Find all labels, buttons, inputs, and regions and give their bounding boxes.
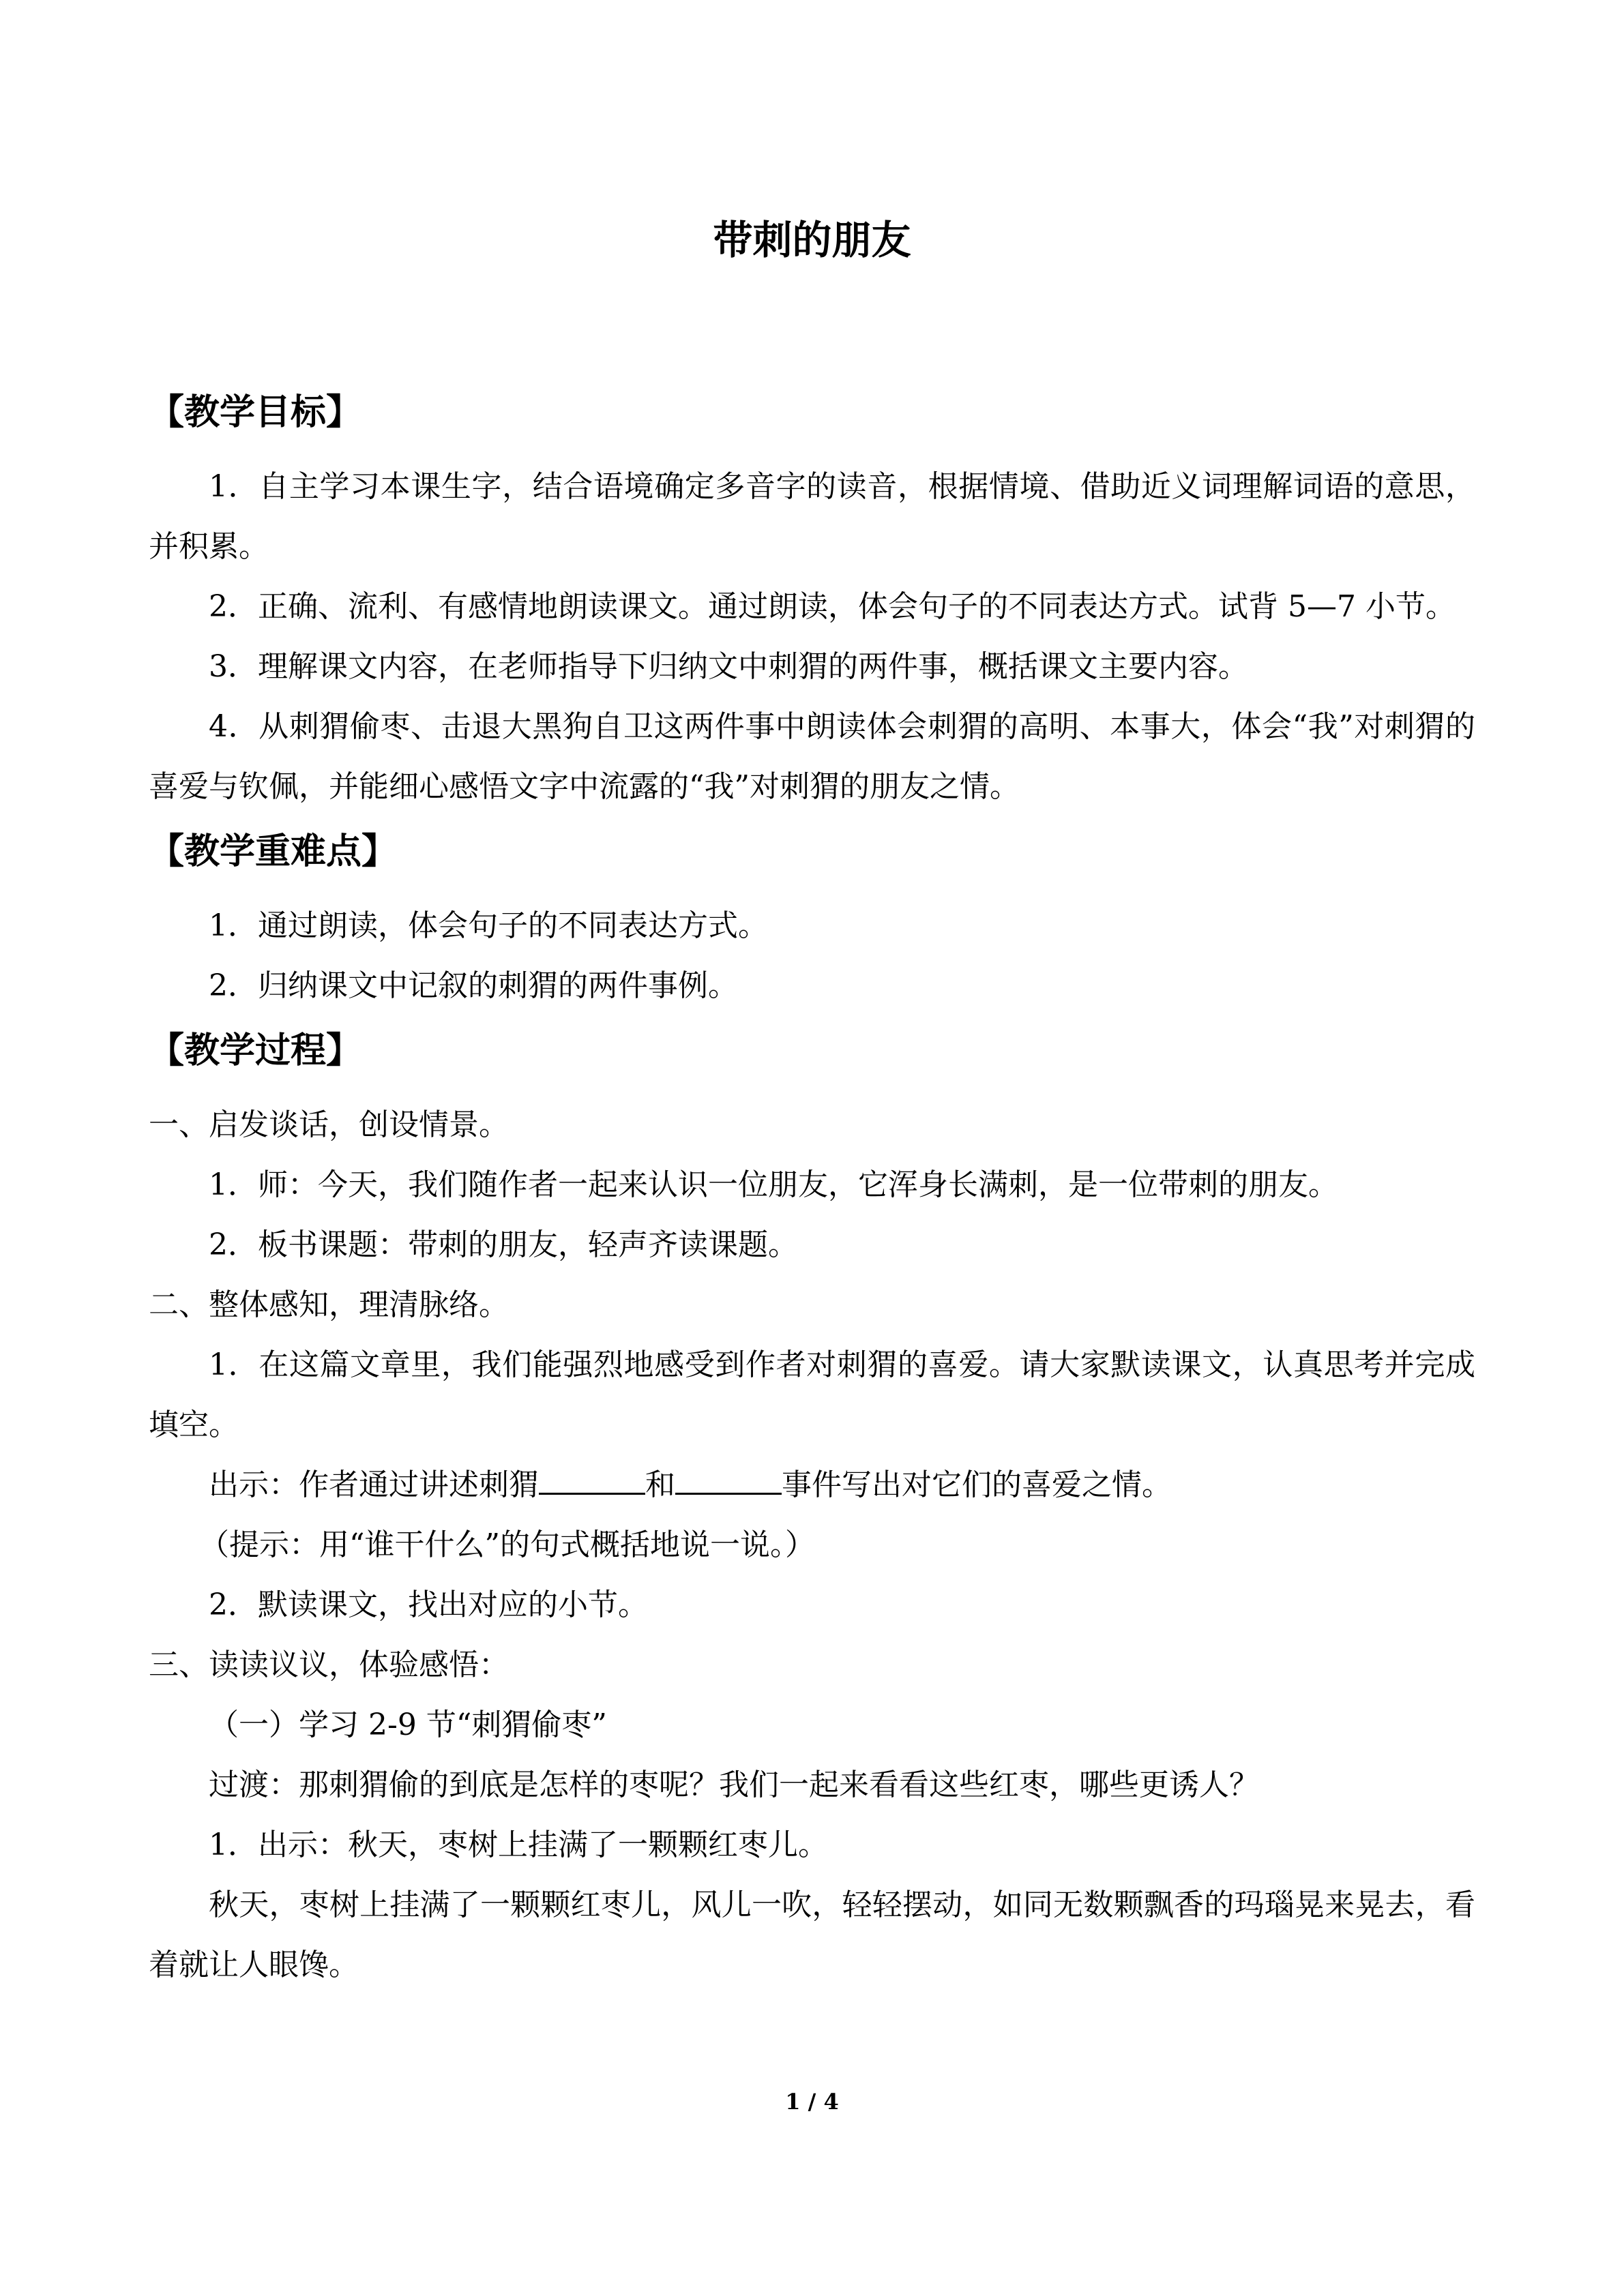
goal-item-1: 1．自主学习本课生字，结合语境确定多音字的读音，根据情境、借助近义词理解词语的意思，并积累。 bbox=[149, 469, 1475, 564]
process-part2-title: 二、整体感知，理清脉络。 bbox=[149, 1287, 509, 1322]
section-heading-process: 【教学过程】 bbox=[149, 1030, 362, 1071]
document-title: 带刺的朋友 bbox=[713, 217, 911, 263]
goal-item-2: 2．正确、流利、有感情地朗读课文。通过朗读，体会句子的不同表达方式。试背 5—7 小节。 bbox=[209, 589, 1456, 624]
key-point-item-2: 2．归纳课文中记叙的刺猬的两件事例。 bbox=[209, 968, 738, 1003]
key-point-item-1: 1．通过朗读，体会句子的不同表达方式。 bbox=[209, 908, 768, 943]
goal-item-4: 4．从刺猬偷枣、击退大黑狗自卫这两件事中朗读体会刺猬的高明、本事大，体会“我”对刺猬的喜爱与钦佩，并能细心感悟文字中流露的“我”对刺猬的朋友之情。 bbox=[149, 709, 1475, 804]
fill-in-blank-line bbox=[149, 1455, 1475, 1515]
process-part1-title: 一、启发谈话，创设情景。 bbox=[149, 1107, 509, 1142]
process-part2-item-2: 2．默读课文，找出对应的小节。 bbox=[209, 1587, 648, 1622]
show-line-1: 1．出示：秋天，枣树上挂满了一颗颗红枣儿。 bbox=[209, 1828, 828, 1862]
fill-prefix: 出示：作者通过讲述刺猬 bbox=[209, 1467, 539, 1502]
section-heading-goals: 【教学目标】 bbox=[149, 392, 362, 433]
process-part2-item-1: 1．在这篇文章里，我们能强烈地感受到作者对刺猬的喜爱。请大家默读课文，认真思考并完成填空。 bbox=[149, 1347, 1475, 1442]
transition-line: 过渡：那刺猬偷的到底是怎样的枣呢？我们一起来看看这些红枣，哪些更诱人？ bbox=[209, 1768, 1259, 1802]
subsection-title-1: （一）学习 2-9 节“刺猬偷枣” bbox=[209, 1708, 607, 1742]
process-part3-title: 三、读读议议，体验感悟： bbox=[149, 1648, 509, 1682]
page-number: 1 / 4 bbox=[785, 2089, 839, 2115]
process-part1-item-2: 2．板书课题：带刺的朋友，轻声齐读课题。 bbox=[209, 1227, 798, 1262]
show-line-1-expanded: 秋天，枣树上挂满了一颗颗红枣儿，风儿一吹，轻轻摆动，如同无数颗飘香的玛瑙晃来晃去，看着就让人眼馋。 bbox=[149, 1888, 1475, 1982]
fill-suffix: 事件写出对它们的喜爱之情。 bbox=[782, 1467, 1172, 1502]
fill-blank-2 bbox=[675, 1463, 782, 1495]
section-heading-key-points: 【教学重难点】 bbox=[149, 831, 398, 872]
goal-item-3: 3．理解课文内容，在老师指导下归纳文中刺猬的两件事，概括课文主要内容。 bbox=[209, 649, 1248, 684]
hint-line: （提示：用“谁干什么”的句式概括地说一说。） bbox=[199, 1527, 815, 1562]
document-body bbox=[149, 382, 1475, 1995]
fill-middle: 和 bbox=[645, 1467, 675, 1502]
process-part1-item-1: 1．师：今天，我们随作者一起来认识一位朋友，它浑身长满刺，是一位带刺的朋友。 bbox=[209, 1167, 1338, 1202]
fill-blank-1 bbox=[539, 1463, 645, 1495]
